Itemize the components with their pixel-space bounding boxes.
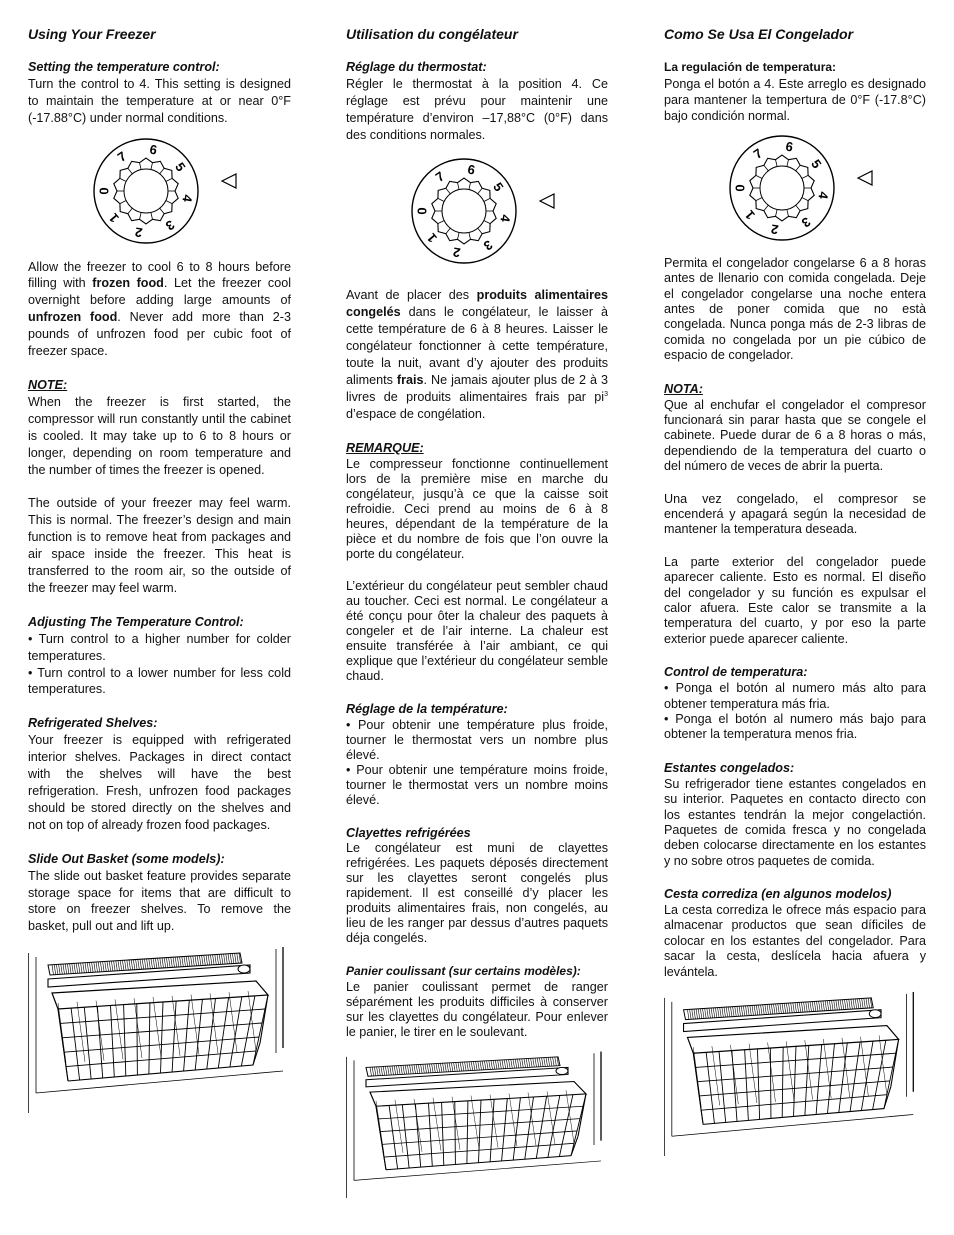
column-french: [346, 26, 608, 1203]
dial-number: 7: [432, 168, 448, 186]
shelves-text: Your freezer is equipped with refrigerated interior shelves. Packages in direct contact with the shelves will have the best refrigeration. Fresh, unfrozen food packages should be stored directly on the shelves and not on top of already frozen food packages.: [28, 733, 291, 832]
dial-number: 2: [133, 223, 144, 240]
dial-number: 3: [798, 213, 814, 231]
warm-text: The outside of your freezer may feel warm. This is normal. The freezer’s design and main function is to remove heat from packages and air space inside the freezer. This heat is transferred to the room air, so the outside of the freezer may feel warm.: [28, 496, 291, 595]
basket-text: The slide out basket feature provides separate storage space for items that are difficult to store on freezer shelves. To remove the basket, pull out and lift up.: [28, 868, 291, 934]
dial-number: 4: [497, 213, 514, 224]
note-heading: NOTA:: [664, 381, 703, 396]
setting-heading: Setting the temperature control:: [28, 59, 220, 74]
shelves-text: Le congélateur est muni de clayettes refrigérées. Les paquets déposés directement sur les clayettes seront congelés plus rapidement. Il est conseillé d’y placer les produits alimentaires frais, non congelés, au lieu de les ranger par dessus d’autres paquets déja congelés.: [346, 841, 608, 946]
dial-number: 5: [808, 156, 825, 171]
thermostat-dial-icon: [90, 133, 240, 253]
setting-text: Régler le thermostat à la position 4. Ce réglage est prévu pour maintenir une température d’environ –17,88°C (0°F) dans des conditions normales.: [346, 76, 608, 142]
dial-number: 0: [96, 186, 112, 195]
dial-number: 6: [784, 138, 795, 155]
section-title: Using Your Freezer: [28, 26, 156, 42]
adjust-item: • Ponga el botón al numero más bajo para obtener la temperatura menos fria.: [664, 711, 926, 742]
adjust-item: • Pour obtenir une température moins froide, tourner le thermostat vers un nombre moins élevé.: [346, 762, 608, 807]
setting-text: Ponga el botón a 4. Este arreglo es designado para mantener la tempertura de 0°F (-17.8°C) bajo condición normal.: [664, 76, 926, 123]
thermostat-dial-icon: [726, 130, 876, 250]
setting-heading: La regulación de temperatura:: [664, 59, 837, 74]
compressor-text: Una vez congelado, el compresor se encenderá y apagará según la necesidad de mantener la temperatura deseada.: [664, 491, 926, 537]
warm-text: L’extérieur du congélateur peut sembler chaud au toucher. Ceci est normal. Le congélateur a été conçu pour ôter la chaleur des paquets à congeler et de l’air interne. La chaleur est ensuite transférée à l’air ambiant, ce qui explique que l’extérieur du congélateur semble chaud.: [346, 578, 608, 683]
section-title: Utilisation du congélateur: [346, 26, 518, 42]
thermostat-dial-icon: [408, 153, 558, 273]
dial-number: 2: [451, 244, 462, 261]
dial-number: 2: [769, 221, 780, 238]
dial-number: 1: [741, 207, 758, 223]
note-heading: REMARQUE:: [346, 440, 424, 455]
adjust-item: • Turn control to a lower number for less cold temperatures.: [28, 665, 291, 697]
dial-number: 5: [172, 159, 189, 174]
warm-text: La parte exterior del congelador puede aparecer caliente. Esto es normal. El diseño del congelador y su función es expulsar el calor afuera. Este calor se transmite a la temperatura del cuarto, y por eso la parte exterior puede aparecer caliente.: [664, 554, 926, 646]
note-text: When the freezer is first started, the compressor will run constantly until the cabinet is cooled. It may take up to 6 to 8 hours or longer, depending on room temperature and the number of times the freezer is opened.: [28, 394, 291, 477]
dial-number: 4: [179, 192, 196, 203]
triangle-pointer-icon: [222, 174, 236, 188]
basket-text: Le panier coulissant permet de ranger séparément les produits difficiles à conserver sur les clayettes du congélateur. Pour enlever le panier, le tirer en le soulevant.: [346, 980, 608, 1040]
shelves-heading: Estantes congelados:: [664, 760, 795, 775]
note-heading: NOTE:: [28, 377, 68, 392]
note-text: Le compresseur fonctionne continuellement lors de la première mise en marche du congélateur, jusqu’à ce que la caisse soit refroidie. Ceci prend au moins de 6 à 8 heures, dépendant de la température de la pièce et du nombre de fois que l’on ouvre la porte du congélateur.: [346, 456, 608, 561]
adjust-heading: Réglage de la température:: [346, 701, 508, 716]
section-title: Como Se Usa El Congelador: [664, 26, 854, 42]
wire-basket-icon: [664, 988, 926, 1161]
dial-number: 3: [162, 216, 178, 234]
adjust-heading: Adjusting The Temperature Control:: [28, 614, 244, 629]
dial-number: 7: [750, 145, 766, 162]
cool-text: Allow the freezer to cool 6 to 8 hours before filling with frozen food. Let the freezer cool overnight before adding large amounts of unfrozen food. Never add more than 2-3 pounds of unfrozen food per cubic foot of freezer space.: [28, 259, 292, 359]
shelves-heading: Clayettes refrigérées: [346, 825, 471, 840]
dial-number: 7: [114, 147, 130, 165]
column-english: [28, 26, 291, 1118]
adjust-heading: Control de temperatura:: [664, 665, 808, 680]
triangle-pointer-icon: [540, 194, 554, 208]
shelves-heading: Refrigerated Shelves:: [28, 716, 158, 731]
cool-text: Avant de placer des produits alimentaires congelés dans le congélateur, le laisser à cette température de 6 à 8 heures. Laisser le congélateur fonctionner à cette température, toute la nuit, avant d’y ajouter des produits aliments frais. Ne jamais ajouter plus de 2 à 3 livres de produits alimentaires frais par $pi^3$ d’espace de congélation.: [346, 288, 609, 421]
adjust-item: • Pour obtenir une température plus froide, tourner le thermostat vers un nombre plus élevé.: [346, 717, 608, 762]
basket-heading: Slide Out Basket (some models):: [28, 851, 225, 866]
basket-heading: Panier coulissant (sur certains modèles):: [346, 964, 581, 979]
dial-number: 0: [732, 184, 748, 192]
cool-text: Permita el congelador congelarse 6 a 8 horas antes de llenario con comida congelada. Deje el congelador congelarse una noche entera antes de poner comida que no està congelada. Nunca ponga más de 2-3 libras de comida no congelada por un pie cúbico de espacio de congelador.: [664, 255, 926, 363]
triangle-pointer-icon: [858, 171, 872, 185]
shelves-text: Su refrigerador tiene estantes congelados en su interior. Paquetes en contacto directo con los estantes tendrán la mejor congelactión. Paquetes de comida fresca y no congelada deben colocarse directamente en los estantes y no sobre otros paquetes de comida.: [664, 776, 926, 868]
adjust-item: • Turn control to a higher number for colder temperatures.: [28, 631, 291, 663]
basket-heading: Cesta corrediza (en algunos modelos): [664, 887, 892, 902]
dial-number: 1: [105, 209, 122, 226]
column-spanish: [664, 26, 926, 1161]
dial-number: 6: [466, 162, 477, 179]
basket-text: La cesta corrediza le ofrece más espacio para almacenar productos que sean díficiles de colocar en los estantes del congelador. Para sacar la cesta, deslícela hacia afuera y levántela.: [664, 903, 926, 979]
dial-number: 6: [148, 141, 159, 158]
dial-number: 3: [480, 237, 496, 255]
dial-number: 0: [414, 207, 430, 216]
dial-number: 4: [815, 190, 832, 200]
setting-heading: Réglage du thermostat:: [346, 59, 487, 74]
note-text: Que al enchufar el congelador el compresor funcionará sin parar hasta que se congele el cabinete. Puede durar de 6 a 8 horas o más, dependiendo de la temperatura del cuarto o del número de veces de abrir la puerta.: [664, 397, 926, 474]
setting-text: Turn the control to 4. This setting is designed to maintain the temperature at or near 0°F (-17.88°C) under normal conditions.: [28, 76, 291, 125]
dial-number: 1: [423, 230, 440, 247]
wire-basket-icon: [28, 943, 291, 1118]
wire-basket-icon: [346, 1048, 608, 1203]
adjust-item: • Ponga el botón al numero más alto para obtener temperatura más fria.: [664, 681, 926, 711]
dial-number: 5: [490, 180, 507, 195]
